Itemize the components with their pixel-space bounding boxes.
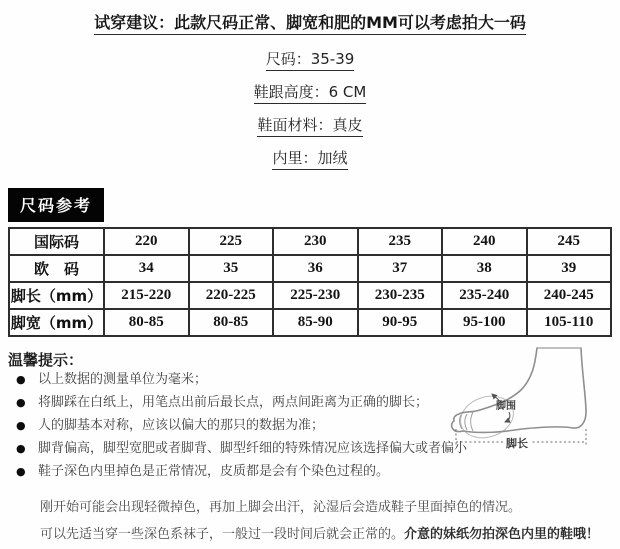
- table-cell: 235: [358, 228, 443, 255]
- size-reference-heading: 尺码参考: [8, 188, 104, 222]
- table-cell: 36: [273, 255, 358, 282]
- fitting-advice-text: 试穿建议：此款尺码正常、脚宽和肥的MM可以考虑拍大一码: [94, 13, 526, 35]
- socks-note-line: [40, 523, 599, 542]
- row-label: 欧 码: [9, 255, 104, 282]
- table-cell: 240: [442, 228, 527, 255]
- table-cell: 215-220: [104, 282, 189, 309]
- tip-text: 脚背偏高，脚型宽肥或者脚背、脚型纤细的特殊情况应该选择偏大或者偏小: [38, 441, 468, 456]
- table-cell: 225: [189, 228, 274, 255]
- fitting-advice-line: [0, 14, 620, 31]
- bullet-icon: ●: [16, 373, 26, 386]
- length-label: 脚长: [503, 435, 531, 451]
- size-chart-table: [8, 227, 612, 337]
- tip-text: 以上数据的测量单位为毫米；: [38, 372, 208, 387]
- tip-text: 鞋子深色内里掉色是正常情况，皮质都是会有个染色过程的。: [38, 464, 390, 479]
- tip-text: 人的脚基本对称，应该以偏大的那只的数据为准；: [38, 418, 325, 433]
- table-cell: 230-235: [358, 282, 443, 309]
- table-cell: 80-85: [104, 309, 189, 336]
- table-cell: 39: [527, 255, 612, 282]
- bullet-icon: ●: [16, 419, 26, 432]
- fading-note-line: 刚开始可能会出现轻微掉色，再加上脚会出汗，沁湿后会造成鞋子里面掉色的情况。: [40, 500, 522, 515]
- socks-note-bold: 介意的妹纸勿拍深色内里的鞋哦！: [404, 527, 600, 542]
- table-cell: 230: [273, 228, 358, 255]
- size-range-text: 尺码：35-39: [266, 50, 355, 71]
- table-cell: 220: [104, 228, 189, 255]
- list-item: [16, 395, 486, 410]
- table-cell: 35: [189, 255, 274, 282]
- heel-height-text: 鞋跟高度：6 CM: [254, 83, 367, 104]
- table-cell: 105-110: [527, 309, 612, 336]
- table-cell: 38: [442, 255, 527, 282]
- table-row-intl-code: [9, 228, 611, 255]
- socks-note-normal: 可以先适当穿一些深色系袜子，一般过一段时间后就会正常的。: [40, 527, 405, 542]
- table-cell: 235-240: [442, 282, 527, 309]
- tip-text: 将脚踩在白纸上，用笔点出前后最长点，两点间距离为正确的脚长；: [38, 395, 429, 410]
- table-cell: 225-230: [273, 282, 358, 309]
- table-cell: 37: [358, 255, 443, 282]
- row-label: 脚长（mm）: [9, 282, 104, 309]
- lining-line: [0, 150, 620, 167]
- bullet-icon: ●: [16, 396, 26, 409]
- bullet-icon: ●: [16, 465, 26, 478]
- girth-arrow-lower: [505, 412, 510, 422]
- upper-material-line: [0, 117, 620, 134]
- upper-material-text: 鞋面材料：真皮: [257, 116, 362, 137]
- foot-measurement-diagram: [430, 345, 620, 485]
- foot-outline: [452, 348, 586, 432]
- bullet-icon: ●: [16, 442, 26, 455]
- table-row-eu-size: [9, 255, 611, 282]
- table-cell: 95-100: [442, 309, 527, 336]
- list-item: [16, 464, 486, 479]
- product-info-section: [0, 14, 620, 183]
- list-item: [16, 418, 486, 433]
- table-cell: 85-90: [273, 309, 358, 336]
- table-cell: 34: [104, 255, 189, 282]
- table-cell: 245: [527, 228, 612, 255]
- table-cell: 220-225: [189, 282, 274, 309]
- table-row-foot-width: [9, 309, 611, 336]
- list-item: [16, 441, 486, 456]
- girth-label: 脚围: [496, 401, 516, 412]
- list-item: [16, 372, 486, 387]
- lining-text: 内里：加绒: [272, 149, 347, 170]
- table-cell: 240-245: [527, 282, 612, 309]
- tips-list: [16, 372, 486, 487]
- table-row-foot-length: [9, 282, 611, 309]
- tips-heading: 温馨提示：: [8, 351, 84, 369]
- size-range-line: [0, 51, 620, 68]
- heel-height-line: [0, 84, 620, 101]
- foot-diagram-svg: [430, 345, 620, 485]
- row-label: 国际码: [9, 228, 104, 255]
- table-cell: 90-95: [358, 309, 443, 336]
- row-label: 脚宽（mm）: [9, 309, 104, 336]
- table-cell: 80-85: [189, 309, 274, 336]
